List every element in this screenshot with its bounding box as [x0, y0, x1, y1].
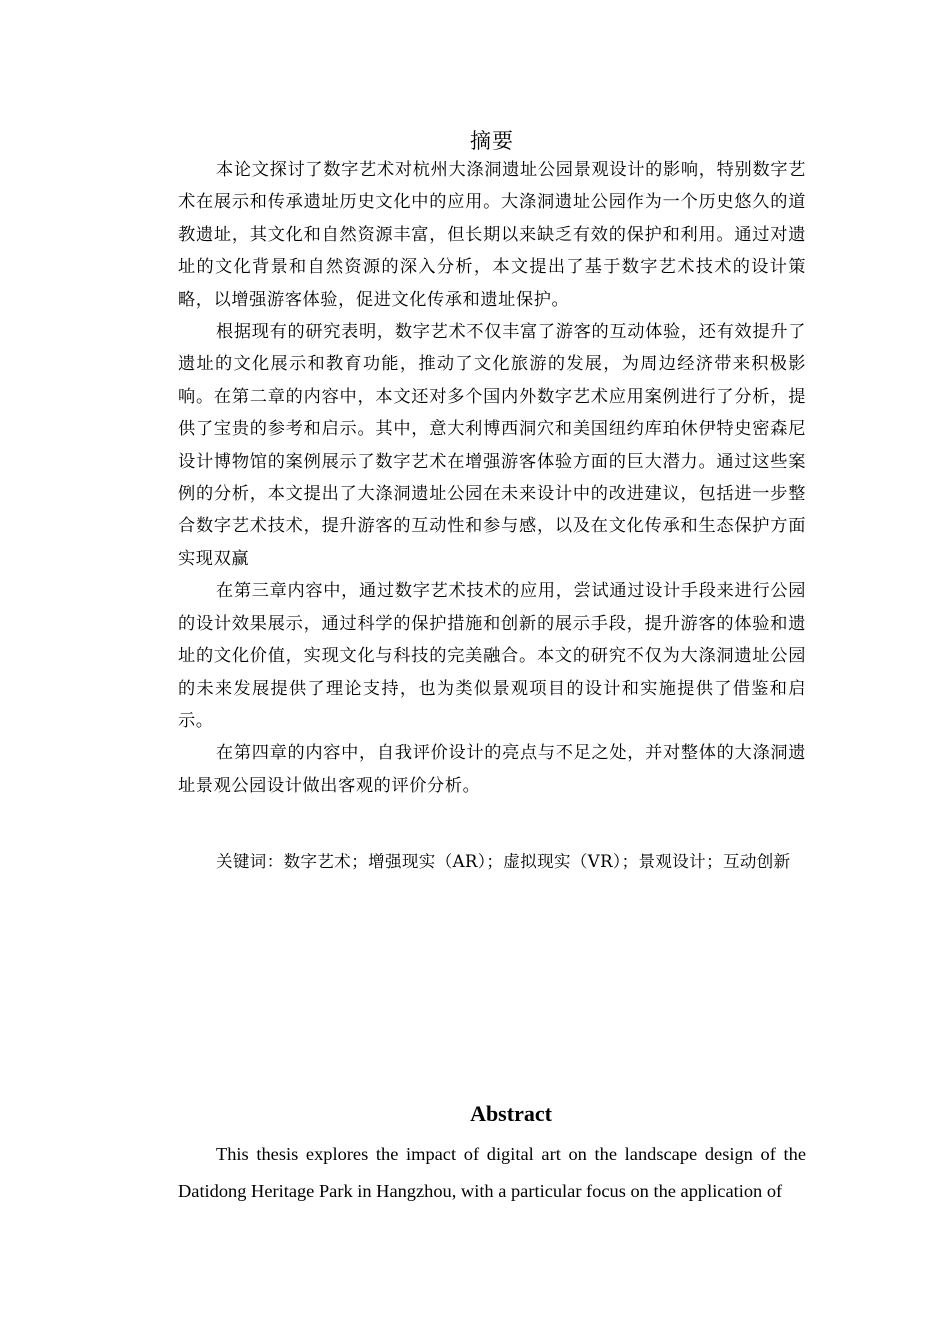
english-abstract-body	[178, 1136, 806, 1210]
keywords-line	[178, 845, 818, 878]
chinese-abstract-title: 摘要	[470, 129, 514, 153]
english-abstract-paragraph: This thesis explores the impact of digital art on the landscape design of the Datidong Heritage Park in Hangzhou, with a particular focus on the application of	[178, 1144, 806, 1201]
chinese-abstract-paragraph: 在第三章内容中，通过数字艺术技术的应用，尝试通过设计手段来进行公园的设计效果展示，通过科学的保护措施和创新的展示手段，提升游客的体验和遗址的文化价值，实现文化与科技的完美融合。本文的研究不仅为大涤洞遗址公园的未来发展提供了理论支持，也为类似景观项目的设计和实施提供了借鉴和启示。	[178, 581, 806, 731]
chinese-abstract-paragraph: 根据现有的研究表明，数字艺术不仅丰富了游客的互动体验，还有效提升了遗址的文化展示和教育功能，推动了文化旅游的发展，为周边经济带来积极影响。在第二章的内容中，本文还对多个国内外数字艺术应用案例进行了分析，提供了宝贵的参考和启示。其中，意大利博西洞穴和美国纽约库珀休伊特史密森尼设计博物馆的案例展示了数字艺术在增强游客体验方面的巨大潜力。通过这些案例的分析，本文提出了大涤洞遗址公园在未来设计中的改进建议，包括进一步整合数字艺术技术，提升游客的互动性和参与感，以及在文化传承和生态保护方面实现双赢	[178, 322, 806, 569]
chinese-abstract-paragraph: 在第四章的内容中，自我评价设计的亮点与不足之处，并对整体的大涤洞遗址景观公园设计做出客观的评价分析。	[178, 743, 806, 796]
keywords-label: 关键词：	[216, 852, 284, 871]
chinese-abstract-paragraph: 本论文探讨了数字艺术对杭州大涤洞遗址公园景观设计的影响，特别数字艺术在展示和传承遗址历史文化中的应用。大涤洞遗址公园作为一个历史悠久的道教遗址，其文化和自然资源丰富，但长期以来缺乏有效的保护和利用。通过对遗址的文化背景和自然资源的深入分析，本文提出了基于数字艺术技术的设计策略，以增强游客体验，促进文化传承和遗址保护。	[178, 160, 806, 310]
chinese-abstract-body	[178, 154, 806, 802]
english-abstract-title: Abstract	[470, 1101, 552, 1126]
keywords-text: 数字艺术；增强现实（AR）；虚拟现实（VR）；景观设计；互动创新	[283, 852, 791, 871]
